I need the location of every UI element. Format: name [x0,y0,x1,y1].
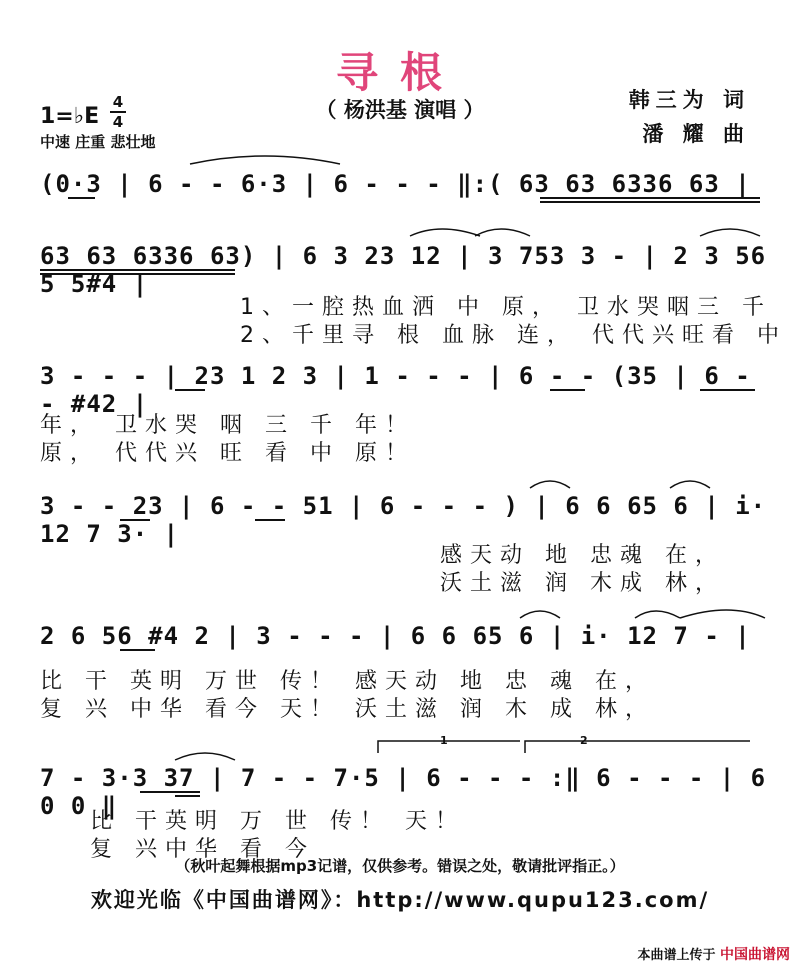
lyric-verse1-a: 1、一腔热血洒 中 原， 卫水哭咽三 千 [240,295,772,320]
volta-brackets [0,735,800,765]
lyric-verse2-c: 沃土滋 润 木成 林， [440,571,725,596]
notation-text: (0·3 | 6 - - 6·3 | 6 - - - ‖:( 63 63 6336 63 | [40,170,751,198]
tempo-marking: 中速 庄重 悲壮地 [40,133,156,151]
score-line-5 [40,622,770,662]
notation-text: 2 6 56 #4 2 | 3 - - - | 6 6 65 6 | i· 12 7 - | [40,622,751,650]
volta-1-label: 1 [440,734,448,747]
lyric-verse2-a: 2、千里寻 根 血脉 连， 代代兴旺看 中 [240,323,787,348]
welcome-line: 欢迎光临《中国曲谱网》：http://www.qupu123.com/ [90,888,710,912]
meter-top: 4 [112,93,124,111]
lyric-verse1-d: 比 干 英明 万世 传！ 感天动 地 忠 魂 在， [40,669,655,694]
lyric-verse1-c: 感天动 地 忠魂 在， [440,543,725,568]
notation-text: 3 - - - | 23 1 2 3 | 1 - - - | 6 - - (35 | 6 - - #42 | [40,362,751,418]
transcription-remark: （秋叶起舞根据mp3记谱，仅供参考。错误之处，敬请批评指正。） [175,857,625,875]
lyric-verse1-e: 比 干英明 万 世 传！ 天！ [90,809,465,834]
key-signature: 1=♭E [40,104,100,129]
notation-text: 7 - 3·3 37 | 7 - - 7·5 | 6 - - - :‖ 6 - - - | 6 0 0 ‖ [40,764,767,820]
lyric-verse1-b: 年， 卫水哭 咽 三 千 年！ [40,413,415,438]
site-brand-logo[interactable]: 中国曲谱网 [720,947,790,963]
song-title: 寻根 [335,48,464,97]
score-line-1 [40,170,770,210]
score-line-3 [40,362,770,418]
score-line-6 [40,764,770,820]
lyric-verse2-b: 原， 代代兴 旺 看 中 原！ [40,441,415,466]
lyric-verse2-d: 复 兴 中华 看今 天！ 沃土滋 润 木 成 林， [40,697,655,722]
meter-bottom: 4 [112,113,124,131]
lyricist-credit: 韩三为 词 [628,88,750,112]
composer-credit: 潘 耀 曲 [642,122,750,146]
upload-prefix: 本曲谱上传于 [637,948,716,963]
upload-credit [637,944,790,964]
performer-subtitle: （ 杨洪基 演唱 ） [315,98,485,122]
notation-text: 3 - - 23 | 6 - - 51 | 6 - - - ) | 6 6 65 6 | i· 12 7 3· | [40,492,767,548]
time-signature [110,94,126,130]
score-line-4 [40,492,770,548]
lyric-verse2-e: 复 兴中华 看 今 [90,837,315,862]
score-line-2 [40,242,770,298]
volta-2-label: 2 [580,734,588,747]
notation-text: 63 63 6336 63) | 6 3 23 12 | 3 753 3 - | 2 3 56 5 5#4 | [40,242,767,298]
